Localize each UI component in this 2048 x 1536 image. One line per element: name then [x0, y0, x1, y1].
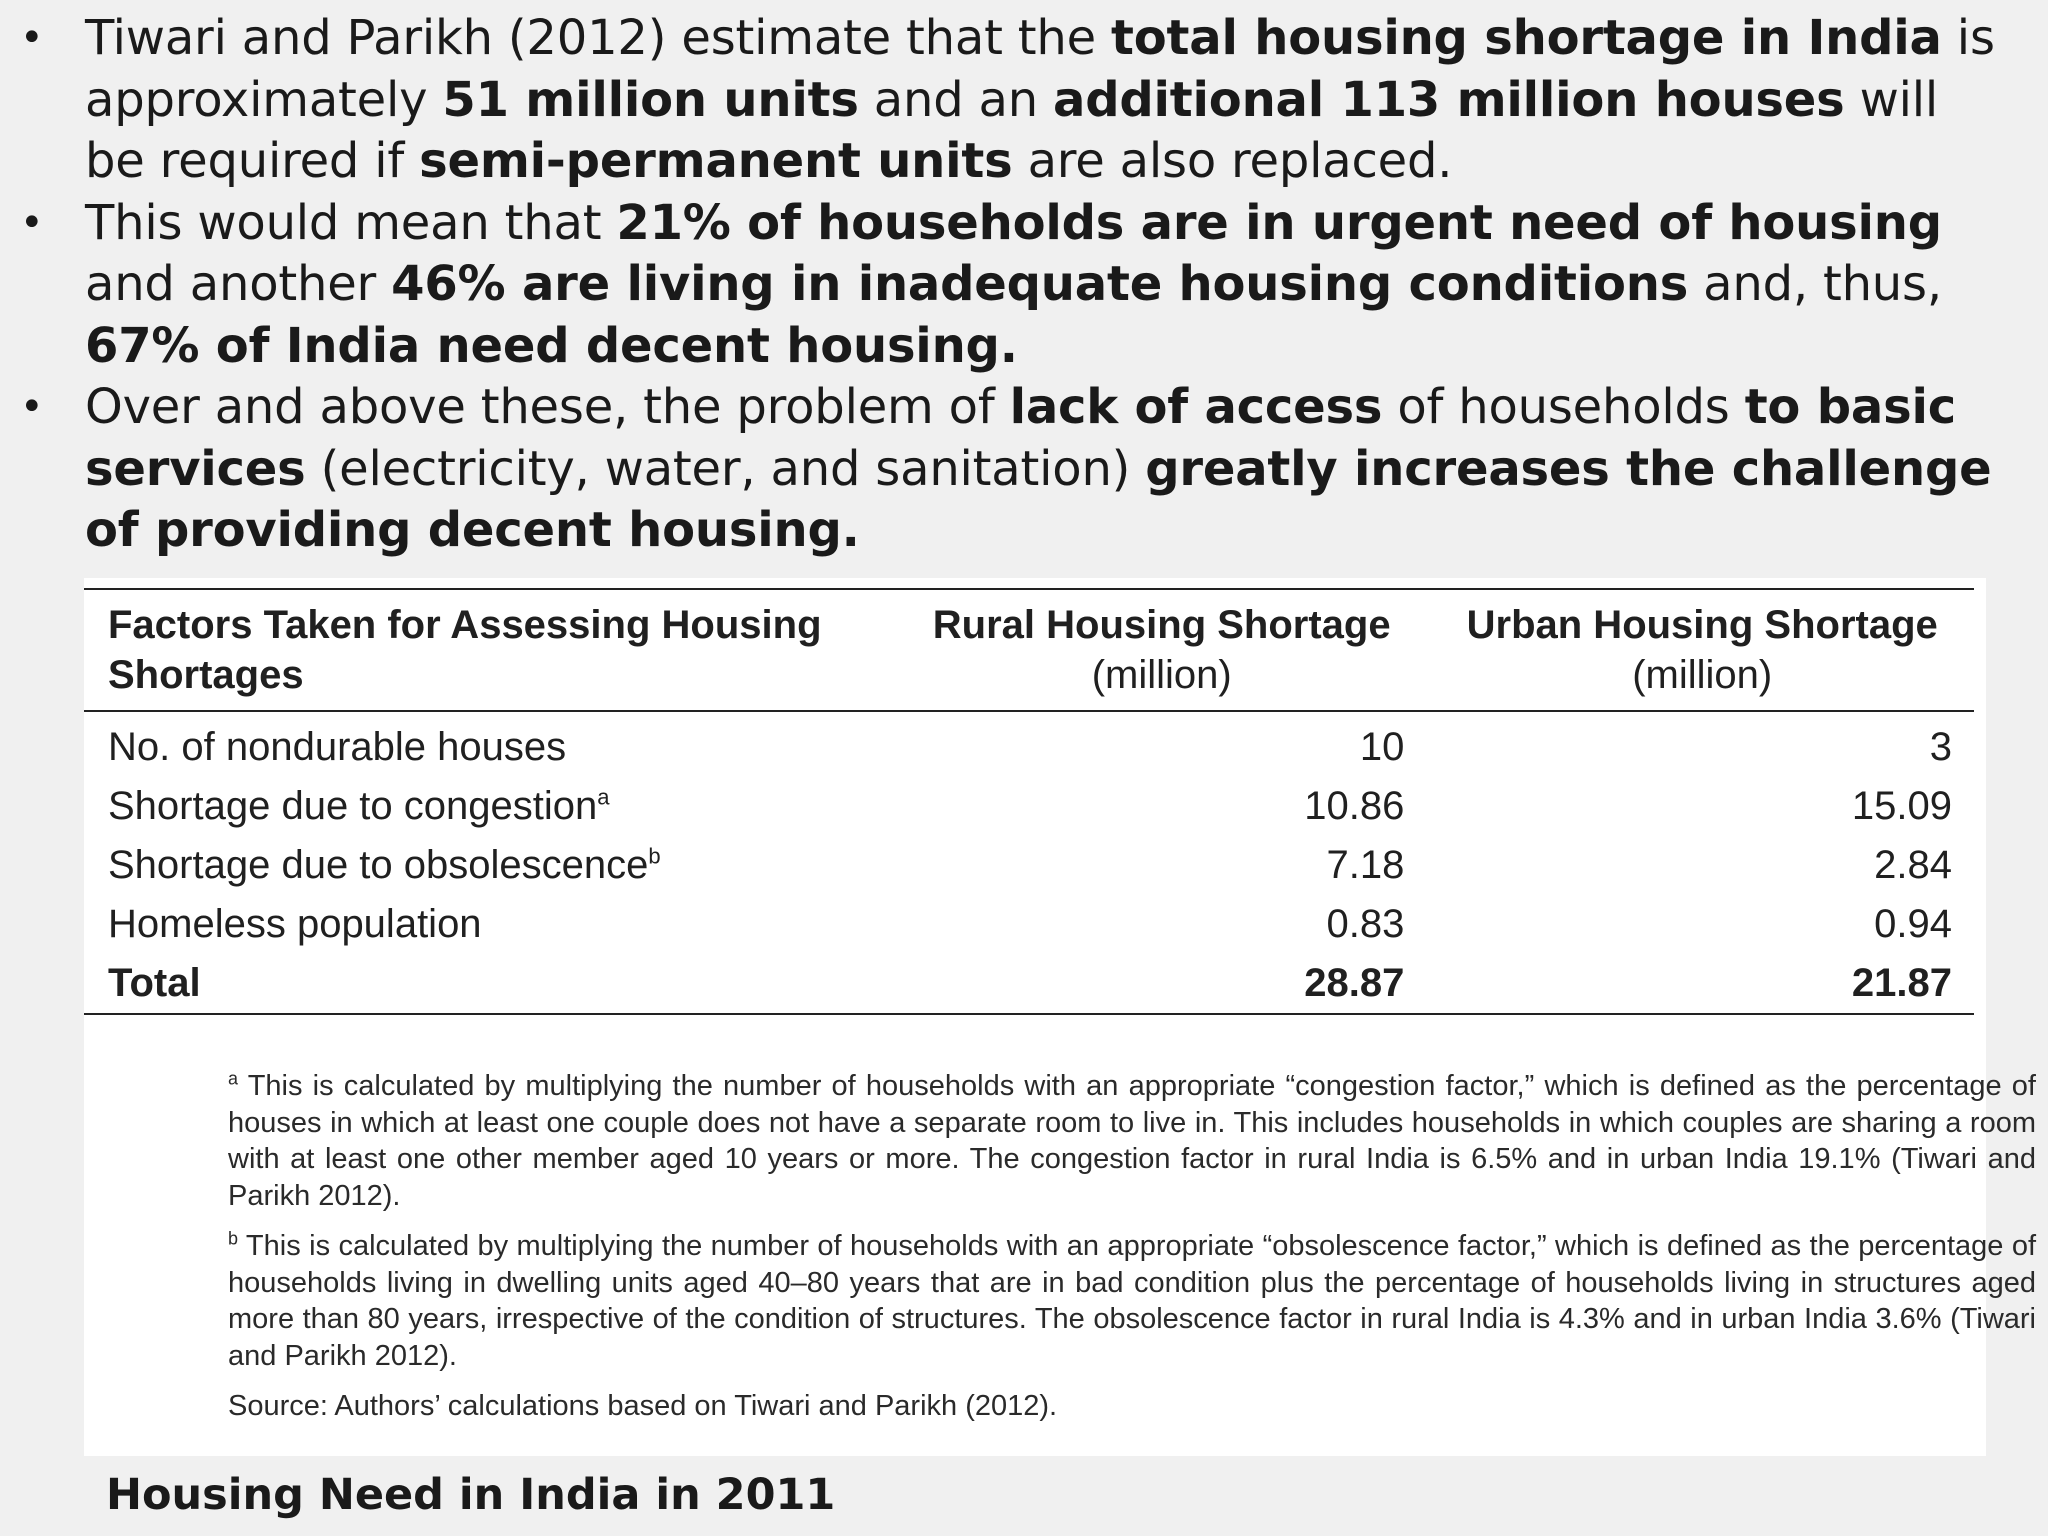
- bullet-emphasis: total housing shortage in India: [1111, 10, 1942, 66]
- figure-caption: Housing Need in India in 2011: [106, 1470, 836, 1520]
- bullet-emphasis: lack of access: [1009, 379, 1383, 435]
- row-rural-value: 7.18: [1326, 843, 1405, 887]
- table-row: [84, 836, 1974, 895]
- header-urban-label: Urban Housing Shortage: [1466, 603, 1938, 647]
- bullet-emphasis: additional 113 million houses: [1053, 71, 1845, 128]
- housing-shortage-table: [84, 588, 1974, 1015]
- row-urban-value: 0.94: [1874, 902, 1952, 946]
- header-rural-label: Rural Housing Shortage: [932, 603, 1391, 647]
- table-header-row: [84, 589, 1974, 711]
- row-label: [84, 836, 893, 895]
- header-factor: Factors Taken for Assessing Housing Shortages: [84, 589, 893, 711]
- bullet-dot-icon: •: [20, 15, 44, 61]
- bullet-text: (electricity, water, and sanitation): [305, 440, 1146, 497]
- bullet-text: is approximately: [85, 10, 1995, 128]
- row-urban-value: 2.84: [1874, 843, 1952, 887]
- bullet-text: are also replaced.: [1012, 133, 1453, 189]
- footnote-marker: a: [597, 784, 610, 810]
- footnote-marker: b: [648, 843, 661, 869]
- row-rural-value: 10.86: [1304, 784, 1405, 828]
- footnote-a: [228, 1068, 2036, 1214]
- table-row: [84, 895, 1974, 954]
- row-label-text: Shortage due to obsolescence: [108, 843, 649, 887]
- header-urban: [1426, 589, 1974, 711]
- footnote-a-marker: a: [228, 1068, 239, 1089]
- total-rural-value: 28.87: [893, 954, 1426, 1014]
- bullet-emphasis: 21% of households are in urgent need of housing: [616, 194, 1942, 251]
- row-label: [84, 895, 893, 954]
- bullet-text: will be required if: [85, 71, 1939, 189]
- total-label: Total: [84, 954, 893, 1014]
- bullet-dot-icon: •: [20, 199, 44, 246]
- table-total-row: [84, 954, 1974, 1014]
- footnote-b-text: This is calculated by multiplying the number of households with an appropriate “obsolescence factor,” which is defined as the percentage of households living in dwelling units aged 40–80 years that are in bad condition plus the percentage of households living in structures aged more than 80 years, irrespective of the condition of structures. The obsolescence factor in rural India is 4.3% and in urban India 3.6% (Tiwari and Parikh 2012).: [228, 1230, 2036, 1372]
- header-rural: [893, 589, 1426, 711]
- row-urban-value: 3: [1929, 725, 1952, 769]
- row-label: [84, 711, 893, 777]
- bullet-item: [0, 377, 2048, 562]
- bullet-text: and, thus,: [1688, 256, 1942, 312]
- bullet-text: Over and above these, the problem of: [85, 379, 1010, 435]
- table-row: [84, 711, 1974, 777]
- housing-table-figure: [84, 578, 2036, 1456]
- bullet-text: of households: [1382, 379, 1745, 435]
- bullet-emphasis: 51 million units: [442, 71, 859, 128]
- row-label: [84, 777, 893, 836]
- footnote-a-text: This is calculated by multiplying the number of households with an appropriate “congestion factor,” which is defined as the percentage of houses in which at least one couple does not have a separate room to live in. This includes households in which couples are sharing a room with at least one other member aged 10 years or more. The congestion factor in rural India is 6.5% and in urban India 19.1% (Tiwari and Parikh 2012).: [228, 1070, 2036, 1212]
- bullet-text: Tiwari and Parikh (2012) estimate that the: [85, 10, 1112, 66]
- footnote-b: [228, 1228, 2036, 1374]
- table-row: [84, 777, 1974, 836]
- total-urban-value: 21.87: [1426, 954, 1974, 1014]
- row-urban-value: 15.09: [1851, 784, 1952, 828]
- bullet-text: This would mean that: [85, 194, 617, 251]
- bullet-emphasis: 67% of India need decent housing.: [85, 317, 1018, 374]
- table-source: Source: Authors’ calculations based on Tiwari and Parikh (2012).: [228, 1390, 1058, 1422]
- row-rural-value: 10: [1359, 725, 1405, 769]
- bullet-list: [0, 8, 2048, 562]
- header-rural-unit: (million): [1091, 653, 1232, 697]
- bullet-text: and another: [85, 256, 392, 312]
- bullet-dot-icon: •: [20, 384, 44, 430]
- row-rural-value: 0.83: [1326, 902, 1405, 946]
- footnote-b-marker: b: [228, 1228, 239, 1249]
- bullet-item: [0, 8, 2048, 193]
- bullet-emphasis: 46% are living in inadequate housing conditions: [391, 256, 1689, 312]
- bullet-text: and an: [858, 71, 1054, 128]
- table-notes: [228, 1068, 2036, 1439]
- bullet-emphasis: semi-permanent units: [419, 133, 1013, 189]
- row-label-text: Homeless population: [108, 902, 482, 946]
- bullet-item: [0, 193, 2048, 378]
- row-label-text: Shortage due to congestion: [108, 784, 598, 828]
- row-label-text: No. of nondurable houses: [108, 725, 567, 769]
- bullet-emphasis: greatly increases the challenge of providing decent housing.: [85, 440, 1992, 558]
- bullet-emphasis: to basic services: [85, 379, 1956, 497]
- header-urban-unit: (million): [1632, 653, 1773, 697]
